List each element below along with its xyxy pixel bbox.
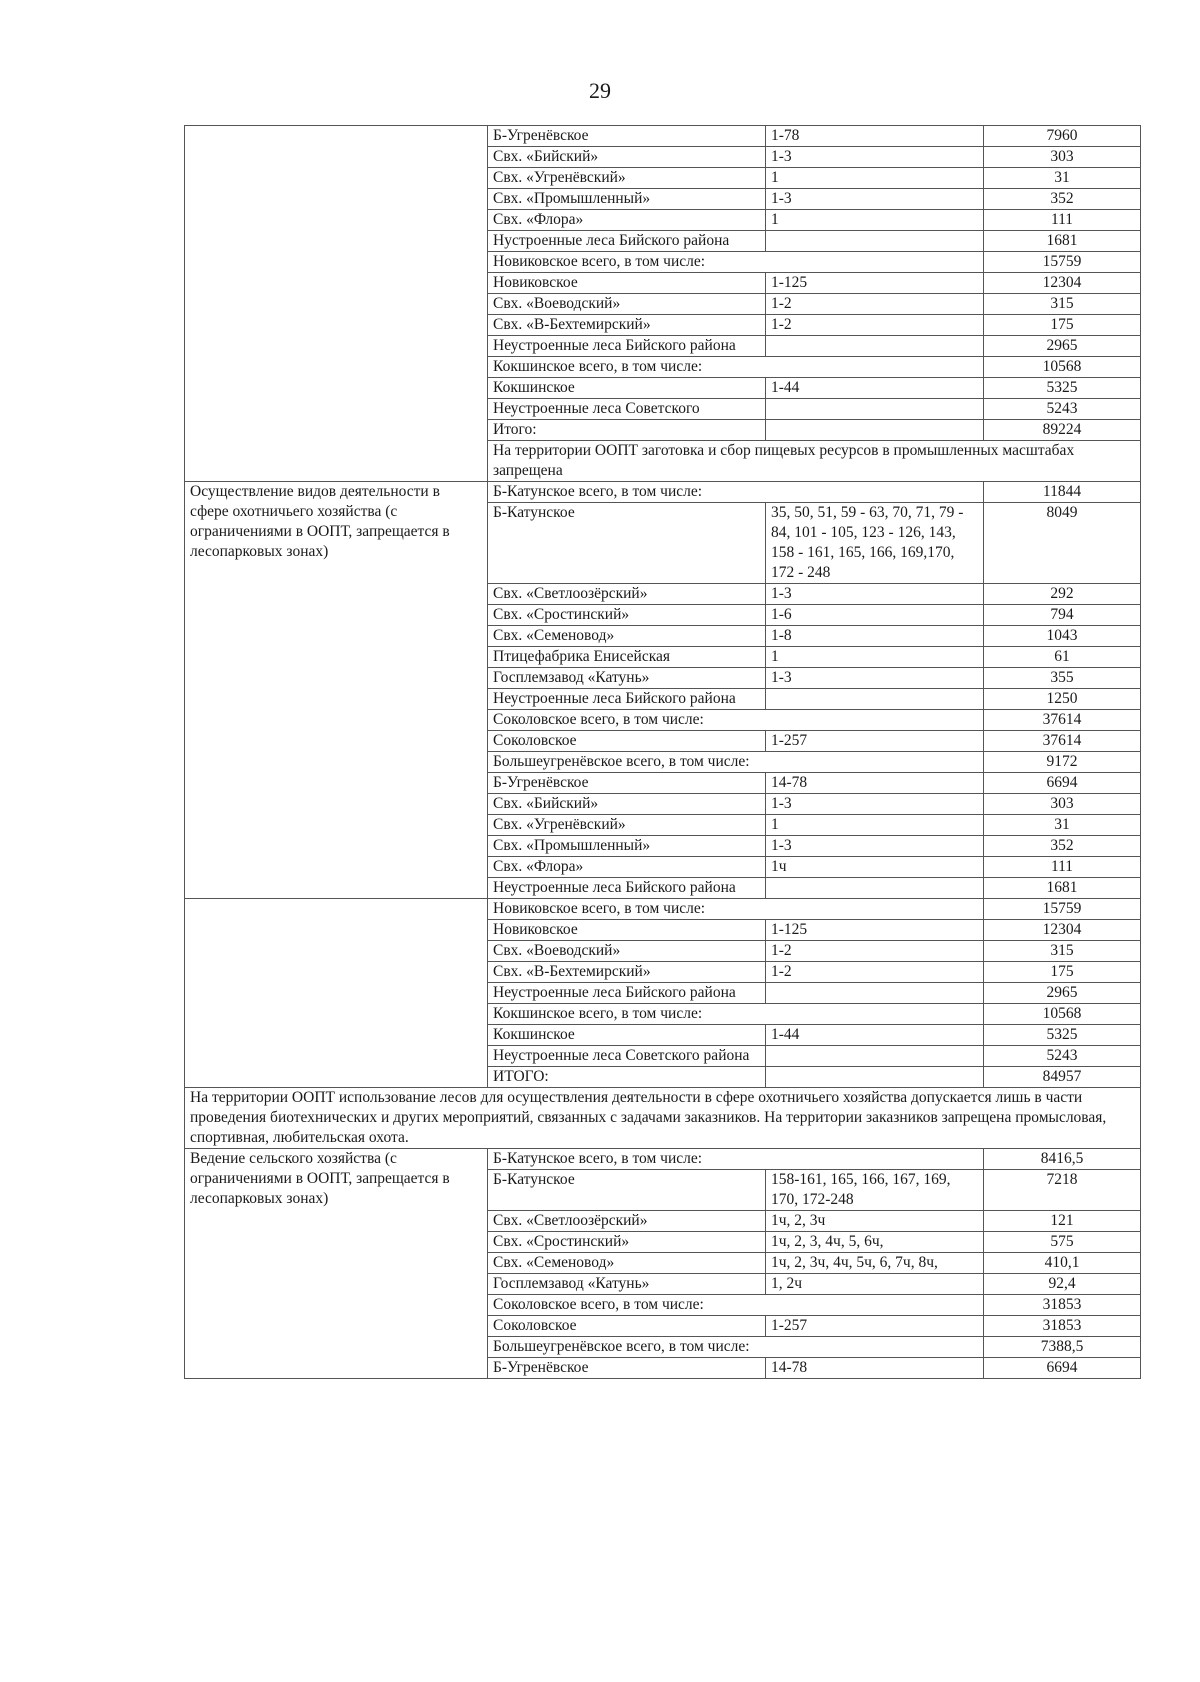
site-name: Неустроенные леса Бийского района: [488, 983, 766, 1004]
area-value: 31: [984, 168, 1141, 189]
site-name: Кокшинское: [488, 1025, 766, 1046]
site-name: Свх. «В-Бехтемирский»: [488, 962, 766, 983]
area-value: 10568: [984, 1004, 1141, 1025]
site-name: Госплемзавод «Катунь»: [488, 1274, 766, 1295]
quarters: 1: [766, 647, 984, 668]
area-value: 1043: [984, 626, 1141, 647]
area-value: 355: [984, 668, 1141, 689]
area-value: 61: [984, 647, 1141, 668]
site-name: Свх. «Бийский»: [488, 147, 766, 168]
page-number: 29: [589, 78, 611, 103]
full-width-note: На территории ООПТ использование лесов для осуществления деятельности в сфере охотничьего хозяйства допускается лишь в части проведения биотехнических и других мероприятий, связанных с задачами заказников. На территории заказников запрещена промысловая, спортивная, любительская охота.: [185, 1088, 1141, 1149]
site-name: Неустроенные леса Бийского района: [488, 878, 766, 899]
quarters: 14-78: [766, 773, 984, 794]
site-name: Неустроенные леса Советского района: [488, 1046, 766, 1067]
area-value: 1681: [984, 878, 1141, 899]
quarters: 1ч, 2, 3, 4ч, 5, 6ч,: [766, 1232, 984, 1253]
site-name: Итого:: [488, 420, 766, 441]
site-name: Свх. «Светлоозёрский»: [488, 1211, 766, 1232]
area-value: 175: [984, 315, 1141, 336]
quarters: 35, 50, 51, 59 - 63, 70, 71, 79 - 84, 101 - 105, 123 - 126, 143, 158 - 161, 165, 166, 169,170, 172 - 248: [766, 503, 984, 584]
subtotal-label: Большеугренёвское всего, в том числе:: [488, 1337, 984, 1358]
site-name: Госплемзавод «Катунь»: [488, 668, 766, 689]
area-value: 175: [984, 962, 1141, 983]
area-value: 111: [984, 857, 1141, 878]
quarters: 1-2: [766, 315, 984, 336]
site-name: Свх. «В-Бехтемирский»: [488, 315, 766, 336]
site-name: Свх. «Сростинский»: [488, 605, 766, 626]
area-value: 2965: [984, 983, 1141, 1004]
area-value: 9172: [984, 752, 1141, 773]
site-name: Б-Катунское: [488, 503, 766, 584]
table-row: [185, 899, 1141, 920]
quarters: 1ч: [766, 857, 984, 878]
quarters: [766, 878, 984, 899]
activity-label: [185, 126, 488, 482]
area-value: 31853: [984, 1316, 1141, 1337]
table-body: [185, 126, 1141, 1379]
activity-label: Осуществление видов деятельности в сфере охотничьего хозяйства (с ограничениями в ООПТ, запрещается в лесопарковых зонах): [185, 482, 488, 899]
site-name: Б-Угренёвское: [488, 1358, 766, 1379]
site-name: Новиковское: [488, 273, 766, 294]
quarters: 1-2: [766, 294, 984, 315]
subtotal-label: Кокшинское всего, в том числе:: [488, 357, 984, 378]
quarters: 1-44: [766, 1025, 984, 1046]
area-value: 7218: [984, 1170, 1141, 1211]
site-name: Свх. «Угренёвский»: [488, 168, 766, 189]
subtotal-label: Новиковское всего, в том числе:: [488, 252, 984, 273]
site-name: Свх. «Флора»: [488, 857, 766, 878]
area-value: 410,1: [984, 1253, 1141, 1274]
area-value: 5325: [984, 1025, 1141, 1046]
site-name: Свх. «Воеводский»: [488, 941, 766, 962]
area-value: 37614: [984, 710, 1141, 731]
site-name: Свх. «Воеводский»: [488, 294, 766, 315]
site-name: Свх. «Промышленный»: [488, 836, 766, 857]
quarters: 1-44: [766, 378, 984, 399]
subtotal-label: Соколовское всего, в том числе:: [488, 710, 984, 731]
site-name: Б-Угренёвское: [488, 126, 766, 147]
quarters: [766, 399, 984, 420]
site-name: Свх. «Семеновод»: [488, 626, 766, 647]
site-name: Свх. «Флора»: [488, 210, 766, 231]
area-value: 1681: [984, 231, 1141, 252]
area-value: 15759: [984, 252, 1141, 273]
site-name: Неустроенные леса Бийского района: [488, 689, 766, 710]
subtotal-label: Новиковское всего, в том числе:: [488, 899, 984, 920]
quarters: 1, 2ч: [766, 1274, 984, 1295]
area-value: 121: [984, 1211, 1141, 1232]
quarters: 1-3: [766, 584, 984, 605]
subtotal-label: Б-Катунское всего, в том числе:: [488, 482, 984, 503]
note-row: [185, 1088, 1141, 1149]
area-value: 5243: [984, 399, 1141, 420]
site-name: Свх. «Семеновод»: [488, 1253, 766, 1274]
subtotal-label: Б-Катунское всего, в том числе:: [488, 1149, 984, 1170]
site-name: Свх. «Промышленный»: [488, 189, 766, 210]
area-value: 12304: [984, 273, 1141, 294]
quarters: 158-161, 165, 166, 167, 169, 170, 172-248: [766, 1170, 984, 1211]
area-value: 31853: [984, 1295, 1141, 1316]
site-name: Свх. «Светлоозёрский»: [488, 584, 766, 605]
quarters: 1-125: [766, 273, 984, 294]
area-value: 8049: [984, 503, 1141, 584]
area-value: 92,4: [984, 1274, 1141, 1295]
quarters: [766, 420, 984, 441]
area-value: 6694: [984, 1358, 1141, 1379]
quarters: 1-2: [766, 941, 984, 962]
quarters: 14-78: [766, 1358, 984, 1379]
quarters: [766, 689, 984, 710]
area-value: 11844: [984, 482, 1141, 503]
forest-use-table: [184, 125, 1141, 1379]
area-value: 6694: [984, 773, 1141, 794]
table-row: [185, 482, 1141, 503]
quarters: 1ч, 2, 3ч: [766, 1211, 984, 1232]
area-value: 10568: [984, 357, 1141, 378]
quarters: 1-257: [766, 1316, 984, 1337]
site-name: Новиковское: [488, 920, 766, 941]
site-name: Соколовское: [488, 1316, 766, 1337]
area-value: 7960: [984, 126, 1141, 147]
site-name: Кокшинское: [488, 378, 766, 399]
quarters: 1-6: [766, 605, 984, 626]
area-value: 794: [984, 605, 1141, 626]
activity-label: [185, 899, 488, 1088]
quarters: 1-2: [766, 962, 984, 983]
quarters: 1-8: [766, 626, 984, 647]
quarters: 1: [766, 210, 984, 231]
area-value: 84957: [984, 1067, 1141, 1088]
site-name: Птицефабрика Енисейская: [488, 647, 766, 668]
quarters: [766, 336, 984, 357]
site-name: Неустроенные леса Бийского района: [488, 336, 766, 357]
area-value: 292: [984, 584, 1141, 605]
quarters: [766, 1046, 984, 1067]
table-row: [185, 126, 1141, 147]
table-row: [185, 1149, 1141, 1170]
note-cell: На территории ООПТ заготовка и сбор пищевых ресурсов в промышленных масштабах запрещена: [488, 441, 1141, 482]
site-name: Свх. «Угренёвский»: [488, 815, 766, 836]
area-value: 315: [984, 294, 1141, 315]
quarters: 1-78: [766, 126, 984, 147]
quarters: 1-3: [766, 794, 984, 815]
quarters: [766, 983, 984, 1004]
area-value: 352: [984, 189, 1141, 210]
quarters: 1ч, 2, 3ч, 4ч, 5ч, 6, 7ч, 8ч,: [766, 1253, 984, 1274]
subtotal-label: Большеугренёвское всего, в том числе:: [488, 752, 984, 773]
site-name: Свх. «Бийский»: [488, 794, 766, 815]
area-value: 89224: [984, 420, 1141, 441]
quarters: 1-3: [766, 668, 984, 689]
area-value: 37614: [984, 731, 1141, 752]
area-value: 15759: [984, 899, 1141, 920]
site-name: ИТОГО:: [488, 1067, 766, 1088]
area-value: 315: [984, 941, 1141, 962]
site-name: Свх. «Сростинский»: [488, 1232, 766, 1253]
area-value: 12304: [984, 920, 1141, 941]
quarters: 1-257: [766, 731, 984, 752]
quarters: 1: [766, 815, 984, 836]
area-value: 5325: [984, 378, 1141, 399]
quarters: 1-3: [766, 836, 984, 857]
area-value: 303: [984, 794, 1141, 815]
site-name: Нустроенные леса Бийского района: [488, 231, 766, 252]
quarters: [766, 1067, 984, 1088]
area-value: 31: [984, 815, 1141, 836]
area-value: 303: [984, 147, 1141, 168]
quarters: 1-3: [766, 189, 984, 210]
site-name: Б-Катунское: [488, 1170, 766, 1211]
quarters: 1: [766, 168, 984, 189]
area-value: 111: [984, 210, 1141, 231]
area-value: 8416,5: [984, 1149, 1141, 1170]
activity-label: Ведение сельского хозяйства (с ограничениями в ООПТ, запрещается в лесопарковых зонах): [185, 1149, 488, 1379]
site-name: Б-Угренёвское: [488, 773, 766, 794]
area-value: 7388,5: [984, 1337, 1141, 1358]
quarters: 1-3: [766, 147, 984, 168]
site-name: Соколовское: [488, 731, 766, 752]
area-value: 2965: [984, 336, 1141, 357]
area-value: 5243: [984, 1046, 1141, 1067]
quarters: 1-125: [766, 920, 984, 941]
site-name: Неустроенные леса Советского: [488, 399, 766, 420]
quarters: [766, 231, 984, 252]
subtotal-label: Кокшинское всего, в том числе:: [488, 1004, 984, 1025]
area-value: 575: [984, 1232, 1141, 1253]
area-value: 1250: [984, 689, 1141, 710]
area-value: 352: [984, 836, 1141, 857]
subtotal-label: Соколовское всего, в том числе:: [488, 1295, 984, 1316]
